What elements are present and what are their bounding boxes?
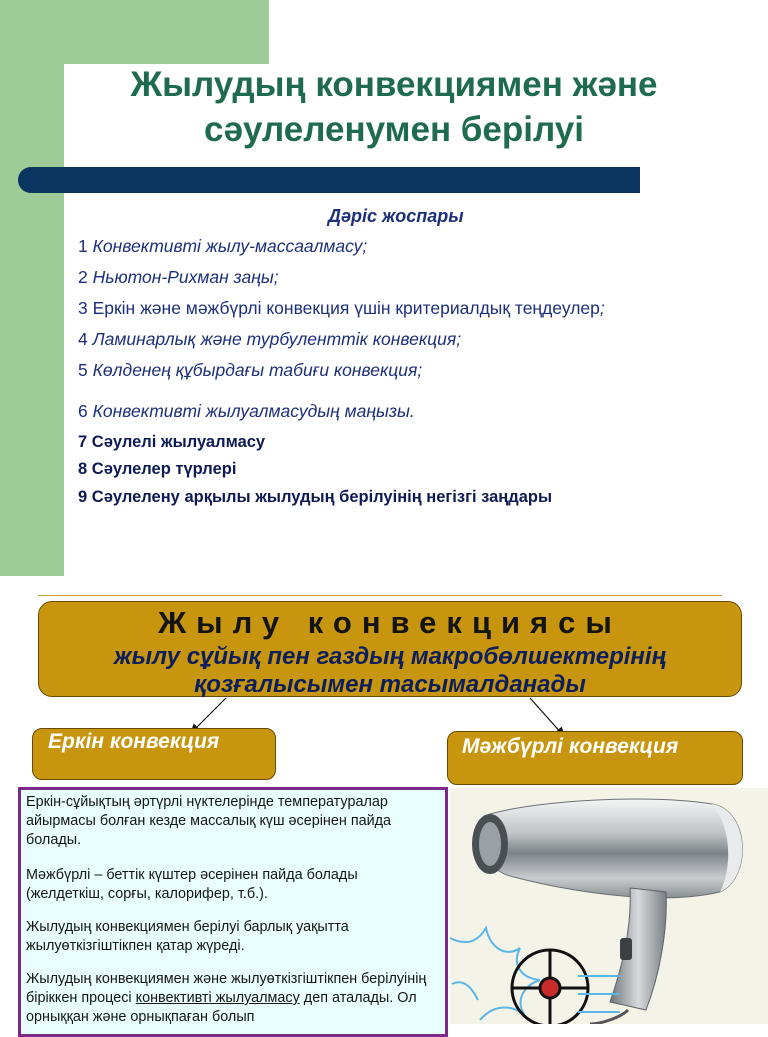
plan-item-number: 2 xyxy=(78,267,88,287)
plan-item-number: 9 xyxy=(78,488,88,506)
hair-dryer-image xyxy=(450,788,768,1024)
forced-convection-label: Мәжбүрлі конвекция xyxy=(462,735,679,758)
convection-title: Жылу конвекциясы xyxy=(158,605,622,640)
plan-item-text: Ньютон-Рихман заңы; xyxy=(92,267,279,287)
plan-item-text: Сәулелену арқылы жылудың берілуінің негізгі заңдары xyxy=(91,488,553,506)
plan-item-text: Конвективті жылу-массаалмасу; xyxy=(92,236,368,256)
plan-item-text: Сәулелі жылуалмасу xyxy=(91,433,266,451)
paragraph-heat-exchange xyxy=(26,970,438,1027)
arrow-to-free-convection xyxy=(192,698,226,732)
plan-item-text: Сәулелер түрлері xyxy=(91,460,237,478)
plan-item-number: 3 xyxy=(78,298,88,318)
plan-item-number: 7 xyxy=(78,433,88,451)
fan-graphic xyxy=(450,928,540,1020)
plan-item-number: 1 xyxy=(78,236,88,256)
plan-item-text: Көлденең құбырдағы табиғи конвекция; xyxy=(92,360,423,380)
paragraph-free: Еркін-сұйықтың әртүрлі нүктелерінде температуралар айырмасы болған кезде массалық күш әсерінен пайда болады. xyxy=(26,794,392,848)
lecture-plan-heading: Дәріс жоспары xyxy=(328,206,464,226)
definition-line-1: жылу сұйық пен газдың макробөлшектерінің xyxy=(113,643,667,670)
plan-item-text: Ламинарлық және турбуленттік конвекция; xyxy=(92,329,462,349)
dryer-body xyxy=(472,799,742,898)
para4-start: Жылудың конвекциямен және жылуөткізгіштікпен берілуінің біріккен процесі xyxy=(26,971,427,1006)
arrow-to-forced-convection xyxy=(530,698,563,735)
dryer-handle xyxy=(590,888,666,1024)
paragraph-conduction: Жылудың конвекциямен берілуі барлық уақытта жылуөткізгіштікпен қатар жүреді. xyxy=(26,919,349,954)
definition-line-2: қозғалысымен тасымалданады xyxy=(194,671,586,698)
plan-item-tail: ; xyxy=(599,298,605,318)
plan-item-text: Конвективті жылуалмасудың маңызы. xyxy=(92,401,415,421)
paragraph-forced: Мәжбүрлі – беттік күштер әсерінен пайда болады (желдеткіш, сорғы, калорифер, т.б.). xyxy=(26,867,358,902)
para4-end: деп аталады. Ол орныққан және орнықпаған болып xyxy=(26,990,417,1025)
title-line-1: Жылудың конвекциямен және xyxy=(130,65,658,104)
plan-item-number: 8 xyxy=(78,460,88,478)
plan-item-number: 6 xyxy=(78,401,88,421)
plan-item-number: 4 xyxy=(78,329,88,349)
title-line-2: сәулеленумен берілуі xyxy=(204,110,584,149)
free-convection-label: Еркін конвекция xyxy=(48,730,220,753)
convective-heat-exchange-term: конвективті жылуалмасу xyxy=(135,990,300,1006)
plan-item-number: 5 xyxy=(78,360,88,380)
plan-item-text: Еркін және мәжбүрлі конвекция үшін критериалдық теңдеулер xyxy=(92,298,600,318)
